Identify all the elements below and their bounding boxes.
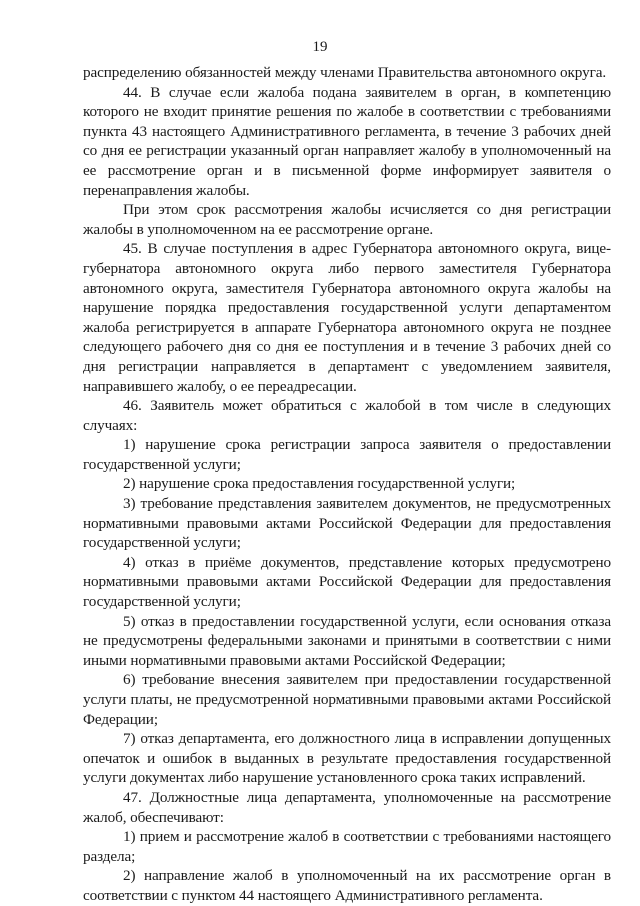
- paragraph-continuation: распределению обязанностей между членами Правительства автономного округа.: [83, 64, 607, 81]
- list-item-47-1: 1) прием и рассмотрение жалоб в соответствии с требованиями настоящего раздела;: [83, 828, 611, 865]
- list-item-46-4: 4) отказ в приёме документов, представление которых предусмотрено нормативными правовыми актами Российской Федерации для предоставления государственной услуги;: [83, 553, 611, 611]
- paragraph-46: 46. Заявитель может обратиться с жалобой в том числе в следующих случаях:: [83, 397, 611, 434]
- document-body: [83, 63, 611, 906]
- list-item-47-2: 2) направление жалоб в уполномоченный на их рассмотрение орган в соответствии с пунктом 44 настоящего Административного регламента.: [83, 867, 611, 904]
- list-item-46-1: 1) нарушение срока регистрации запроса заявителя о предоставлении государственной услуги;: [83, 436, 611, 473]
- paragraph-44-term: При этом срок рассмотрения жалобы исчисляется со дня регистрации жалобы в уполномоченном на ее рассмотрение органе.: [83, 201, 611, 238]
- paragraph-45: 45. В случае поступления в адрес Губернатора автономного округа, вице-губернатора автономного округа либо первого заместителя Губернатора автономного округа, заместителя Губернатора автономного округа жалобы на нарушение порядка предоставления государственной услуги департаментом жалоба регистрируется в аппарате Губернатора автономного округа не позднее следующего рабочего дня со дня ее поступления и в течение 3 рабочих дней со дня регистрации направляется в департамент с уведомлением заявителя, направившего жалобу, о ее переадресации.: [83, 240, 611, 395]
- page-number: 19: [312, 39, 328, 55]
- list-item-46-6: 6) требование внесения заявителем при предоставлении государственной услуги платы, не предусмотренной нормативными правовыми актами Российской Федерации;: [83, 671, 611, 728]
- list-item-46-3: 3) требование представления заявителем документов, не предусмотренных нормативными правовыми актами Российской Федерации для предоставления государственной услуги;: [83, 495, 611, 552]
- list-item-46-2: 2) нарушение срока предоставления государственной услуги;: [123, 475, 516, 493]
- list-item-46-5: 5) отказ в предоставлении государственной услуги, если основания отказа не предусмотрены федеральными законами и принятыми в соответствии с ними иными нормативными правовыми актами Российской Федерации;: [83, 612, 611, 669]
- paragraph-44: 44. В случае если жалоба подана заявителем в орган, в компетенцию которого не входит принятие решения по жалобе в соответствии с требованиями пункта 43 настоящего Административного регламента, в течение 3 рабочих дней со дня ее регистрации указанный орган направляет жалобу в уполномоченный на ее рассмотрение орган и в письменной форме информирует заявителя о перенаправления жалобы.: [83, 83, 611, 199]
- paragraph-47: 47. Должностные лица департамента, уполномоченные на рассмотрение жалоб, обеспечивают:: [83, 788, 611, 826]
- list-item-46-7: 7) отказ департамента, его должностного лица в исправлении допущенных опечаток и ошибок в выданных в результате предоставления государственной услуги документах либо нарушение установленного срока таких исправлений.: [83, 730, 611, 787]
